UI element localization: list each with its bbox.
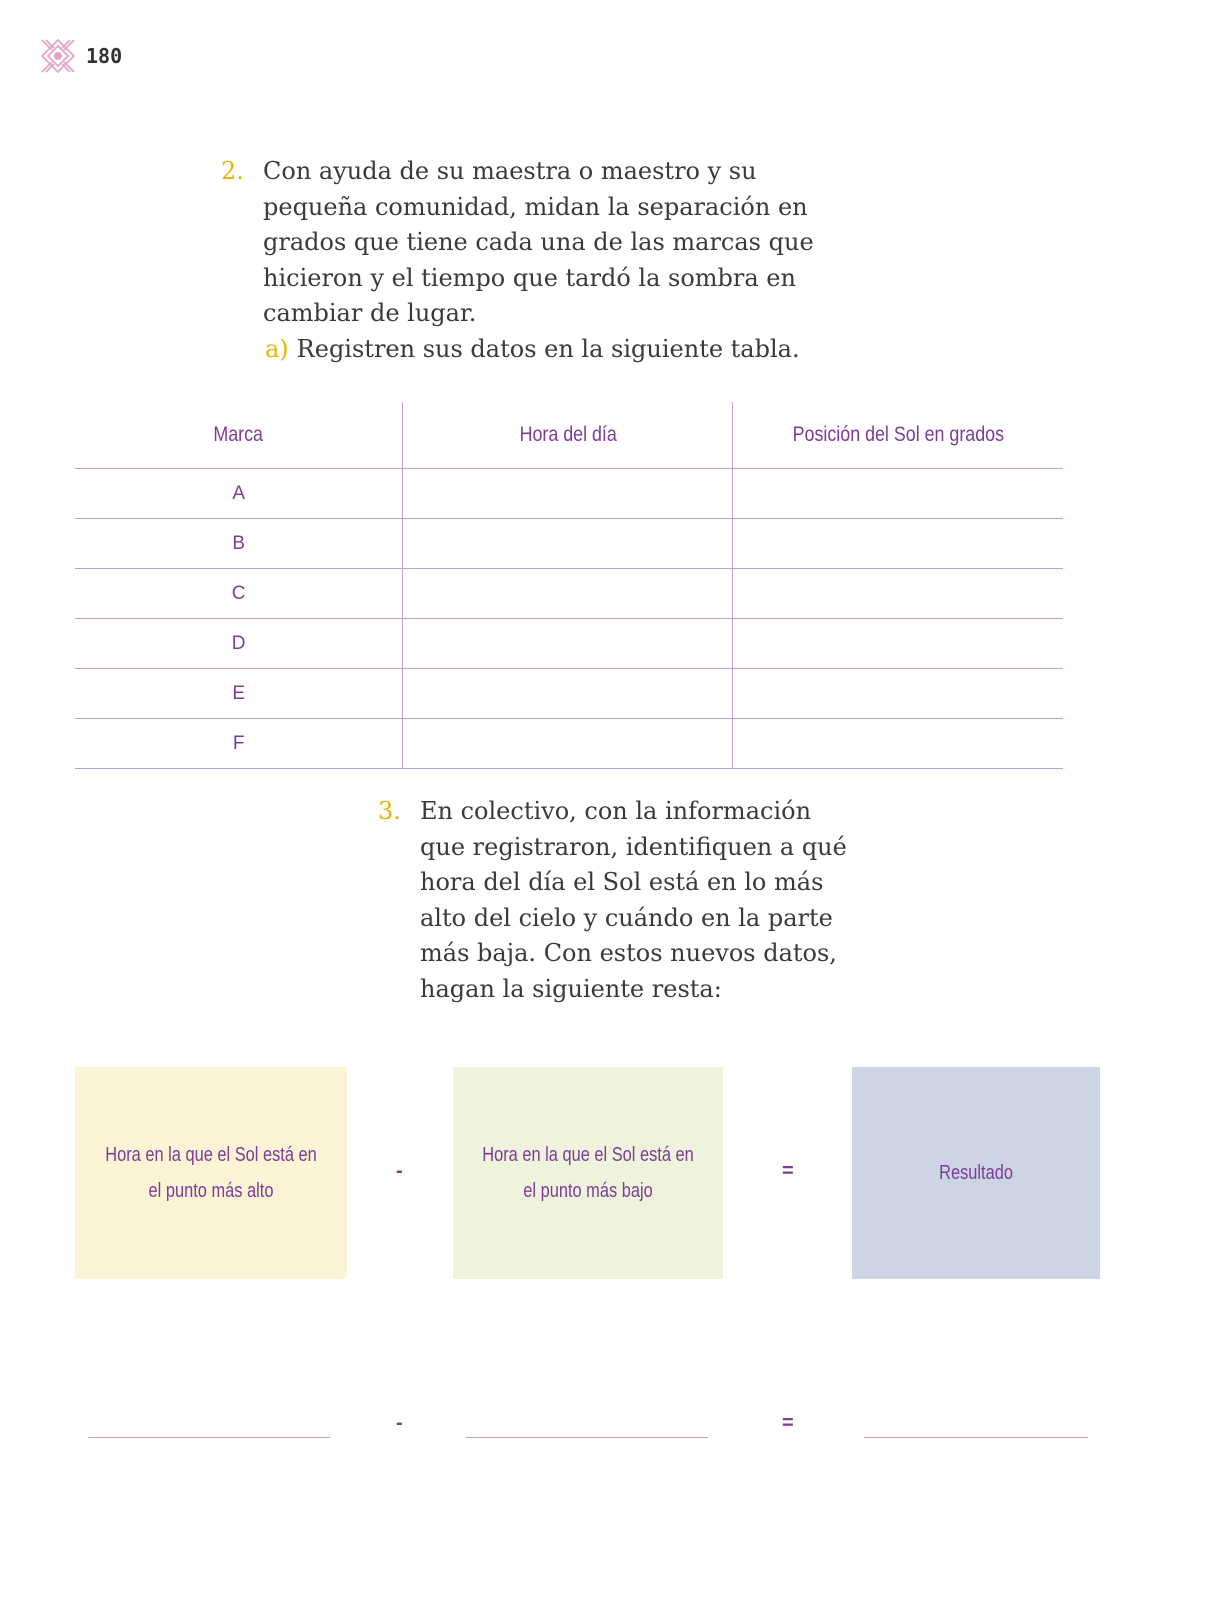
data-table	[75, 402, 1063, 769]
degrees-cell[interactable]	[733, 569, 1063, 619]
question-text: En colectivo, con la información que registraron, identifiquen a qué hora del día el Sol está en lo más alto del cielo y cuándo en la parte más baja. Con estos nuevos datos, hagan la siguiente resta:	[420, 797, 847, 1003]
answer-line-high[interactable]	[88, 1437, 330, 1438]
question-2	[221, 154, 841, 367]
question-number: 3.	[378, 797, 401, 825]
sub-question-a	[265, 332, 841, 368]
mark-cell: B	[75, 519, 403, 569]
question-3	[378, 794, 858, 1007]
question-number: 2.	[221, 157, 244, 185]
box-label: Resultado	[939, 1162, 1013, 1184]
hour-cell[interactable]	[403, 519, 733, 569]
hour-cell[interactable]	[403, 469, 733, 519]
table-row	[75, 719, 1063, 769]
table-row	[75, 669, 1063, 719]
minus-sign: -	[396, 1412, 403, 1434]
box-label: Hora en la que el Sol está en el punto más alto	[105, 1144, 317, 1202]
sub-question-text: Registren sus datos en la siguiente tabla.	[296, 334, 800, 363]
mark-cell: A	[75, 469, 403, 519]
degrees-cell[interactable]	[733, 519, 1063, 569]
column-header-marca: Marca	[75, 402, 403, 469]
box-result	[852, 1067, 1100, 1279]
mark-cell: D	[75, 619, 403, 669]
page-number: 180	[86, 44, 123, 68]
degrees-cell[interactable]	[733, 469, 1063, 519]
column-header-posicion: Posición del Sol en grados	[733, 402, 1063, 469]
diamond-pattern-icon	[40, 38, 76, 74]
mark-cell: C	[75, 569, 403, 619]
table-row	[75, 469, 1063, 519]
table-header-row	[75, 402, 1063, 469]
table-row	[75, 519, 1063, 569]
column-header-hora: Hora del día	[403, 402, 733, 469]
answer-line-low[interactable]	[466, 1437, 708, 1438]
equals-sign: =	[782, 1412, 794, 1434]
table-row	[75, 569, 1063, 619]
table-row	[75, 619, 1063, 669]
degrees-cell[interactable]	[733, 669, 1063, 719]
mark-cell: E	[75, 669, 403, 719]
degrees-cell[interactable]	[733, 619, 1063, 669]
mark-cell: F	[75, 719, 403, 769]
sub-question-letter: a)	[265, 334, 289, 363]
box-label: Hora en la que el Sol está en el punto más bajo	[482, 1144, 694, 1202]
page-header	[40, 38, 122, 74]
hour-cell[interactable]	[403, 619, 733, 669]
box-lowest-hour	[453, 1067, 723, 1279]
box-highest-hour	[75, 1067, 347, 1279]
hour-cell[interactable]	[403, 719, 733, 769]
minus-sign: -	[396, 1160, 403, 1182]
degrees-cell[interactable]	[733, 719, 1063, 769]
hour-cell[interactable]	[403, 669, 733, 719]
equals-sign: =	[782, 1160, 794, 1182]
answer-line-result[interactable]	[864, 1437, 1088, 1438]
question-text: Con ayuda de su maestra o maestro y su pequeña comunidad, midan la separación en grados que tiene cada una de las marcas que hicieron y el tiempo que tardó la sombra en cambiar de lugar.	[263, 157, 814, 327]
hour-cell[interactable]	[403, 569, 733, 619]
